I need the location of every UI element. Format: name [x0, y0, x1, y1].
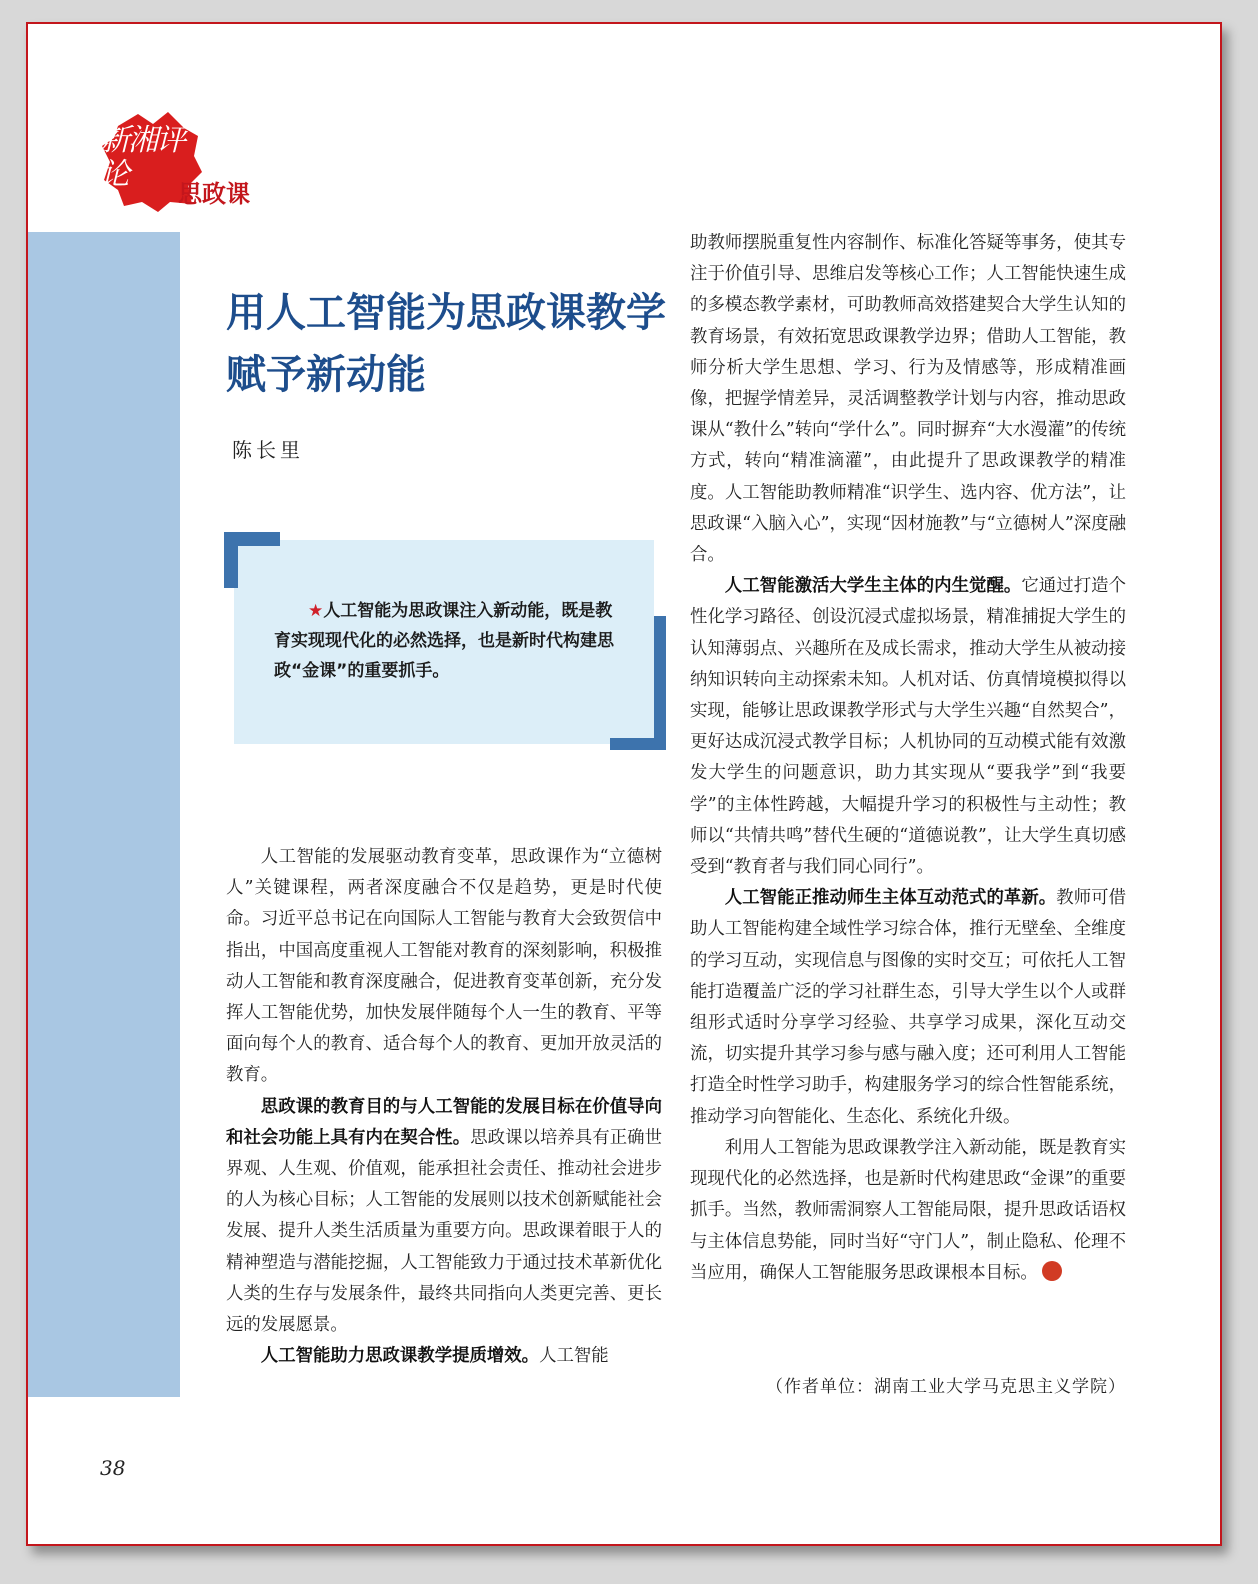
paragraph-lead: 思政课的教育目的与人工智能的发展目标在价值导向和社会功能上具有内在契合性。	[226, 1096, 662, 1148]
pull-quote-text: 人工智能为思政课注入新动能，既是教育实现现代化的必然选择，也是新时代构建思政“金课”的重要抓手。	[274, 601, 614, 681]
article-author: 陈长里	[232, 438, 304, 462]
paragraph-text: 人工智能的发展驱动教育变革，思政课作为“立德树人”关键课程，两者深度融合不仅是趋势，更是时代使命。习近平总书记在向国际人工智能与教育大会致贺信中指出，中国高度重视人工智能对教育的深刻影响，积极推动人工智能和教育深度融合，促进教育变革创新，充分发挥人工智能优势，加快发展伴随每个人一生的教育、平等面向每个人的教育、适合每个人的教育、更加开放灵活的教育。	[226, 847, 662, 1086]
right-column	[690, 228, 1126, 1289]
paragraph	[226, 842, 662, 1092]
paragraph-text: 利用人工智能为思政课教学注入新动能，既是教育实现现代化的必然选择，也是新时代构建思政“金课”的重要抓手。当然，教师需洞察人工智能局限，提升思政话语权与主体信息势能，同时当好“守门人”，制止隐私、伦理不当应用，确保人工智能服务思政课根本目标。	[690, 1137, 1126, 1283]
end-mark-icon	[1042, 1261, 1062, 1281]
left-column	[226, 842, 662, 1372]
paragraph-text: 思政课以培养具有正确世界观、人生观、价值观，能承担社会责任、推动社会进步的人为核心目标；人工智能的发展则以技术创新赋能社会发展、提升人类生活质量为重要方向。思政课着眼于人的精神塑造与潜能挖掘，人工智能致力于通过技术革新优化人类的生存与发展条件，最终共同指向人类更完善、更长远的发展愿景。	[226, 1127, 662, 1336]
paragraph-text: 它通过打造个性化学习路径、创设沉浸式虚拟场景，精准捕捉大学生的认知薄弱点、兴趣所在及成长需求，推动大学生从被动接纳知识转向主动探索未知。人机对话、仿真情境模拟得以实现，能够让思政课教学形式与大学生兴趣“自然契合”，更好达成沉浸式教学目标；人机协同的互动模式能有效激发大学生的问题意识，助力其实现从“要我学”到“我要学”的主体性跨越，大幅提升学习的积极性与主动性；教师以“共情共鸣”替代生硬的“道德说教”，让大学生真切感受到“教育者与我们同心同行”。	[690, 576, 1126, 878]
magazine-page	[26, 22, 1222, 1546]
paragraph-text: 助教师摆脱重复性内容制作、标准化答疑等事务，使其专注于价值引导、思维启发等核心工作；人工智能快速生成的多模态教学素材，可助教师高效搭建契合大学生认知的教育场景，有效拓宽思政课教学边界；借助人工智能，教师分析大学生思想、学习、行为及情感等，形成精准画像，把握学情差异，灵活调整教学计划与内容，推动思政课从“教什么”转向“学什么”。同时摒弃“大水漫灌”的传统方式，转向“精准滴灌”，由此提升了思政课教学的精准度。人工智能助教师精准“识学生、选内容、优方法”，让思政课“入脑入心”，实现“因材施教”与“立德树人”深度融合。	[690, 233, 1126, 566]
paragraph-lead: 人工智能激活大学生主体的内生觉醒。	[724, 576, 1022, 597]
paragraph	[690, 228, 1126, 571]
paragraph	[226, 1092, 662, 1342]
decorative-band	[28, 232, 180, 1397]
paragraph-lead: 人工智能正推动师生主体互动范式的革新。	[724, 888, 1057, 909]
paragraph-text: 教师可借助人工智能构建全域性学习综合体，推行无壁垒、全维度的学习互动，实现信息与图像的实时交互；可依托人工智能打造覆盖广泛的学习社群生态，引导大学生以个人或群组形式适时分享学习经验、共享学习成果，深化互动交流，切实提升其学习参与感与融入度；还可利用人工智能打造全时性学习助手，构建服务学习的综合性智能系统，推动学习向智能化、生态化、系统化升级。	[690, 888, 1126, 1127]
paragraph-text: 人工智能	[539, 1346, 609, 1367]
section-label: 思政课	[178, 180, 250, 208]
paragraph-lead: 人工智能助力思政课教学提质增效。	[260, 1346, 540, 1367]
star-icon: ★	[308, 601, 324, 621]
quote-bracket-top-left	[224, 532, 280, 588]
page-number: 38	[100, 1456, 126, 1480]
logo-text: 新湘评论	[100, 123, 184, 192]
article-title: 用人工智能为思政课教学赋予新动能	[226, 289, 666, 398]
pull-quote	[274, 596, 624, 686]
paragraph	[690, 883, 1126, 1133]
paragraph	[226, 1341, 662, 1372]
paragraph	[690, 1133, 1126, 1289]
author-affiliation: （作者单位：湖南工业大学马克思主义学院）	[766, 1377, 1126, 1397]
paragraph	[690, 571, 1126, 883]
